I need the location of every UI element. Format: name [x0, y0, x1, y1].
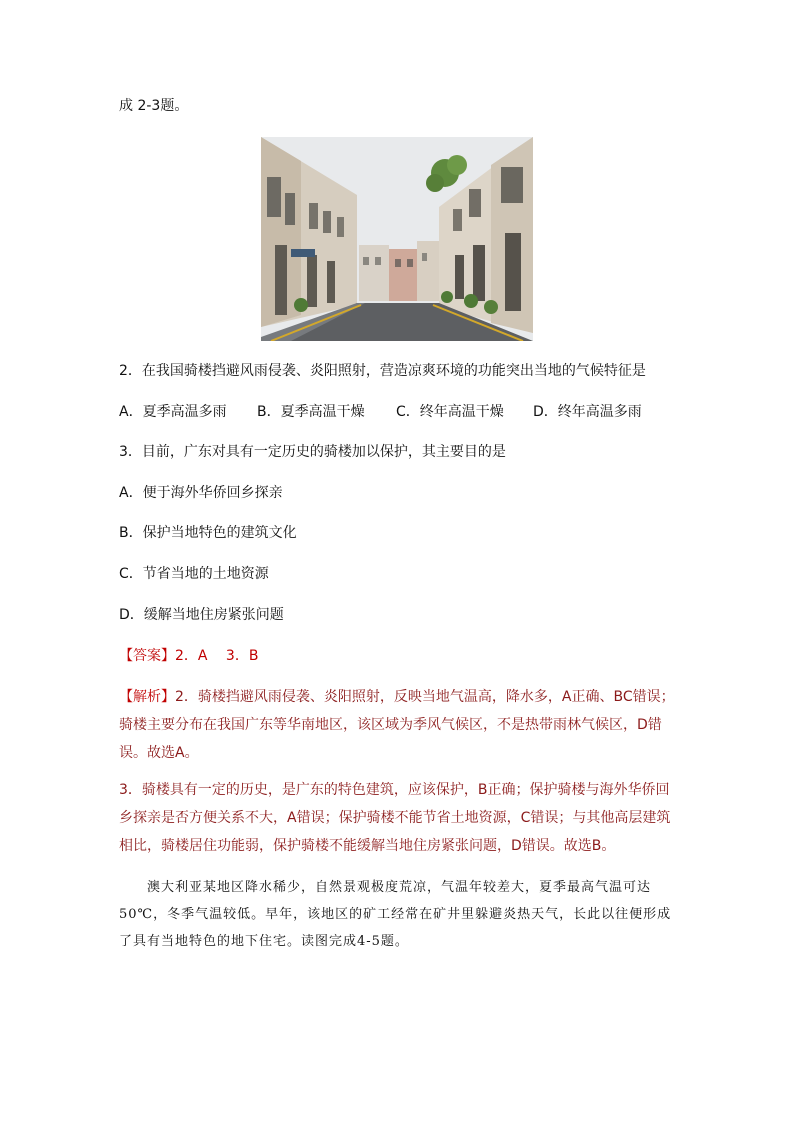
q3-option-c: C．节省当地的土地资源 [119, 566, 269, 582]
q2-stem: 2．在我国骑楼挡避风雨侵袭、炎阳照射，营造凉爽环境的功能突出当地的气候特征是 [119, 363, 646, 379]
q2-option-d: D．终年高温多雨 [533, 404, 642, 420]
analysis-label: 【解析】 [119, 689, 175, 705]
q2-option-a: A．夏季高温多雨 [119, 404, 227, 420]
q2-option-b: B．夏季高温干燥 [257, 404, 365, 420]
intro-tail: 成 2-3题。 [119, 98, 189, 114]
q3-option-b: B．保护当地特色的建筑文化 [119, 525, 297, 541]
answer-label: 【答案】 [119, 648, 175, 664]
q3-option-a: A．便于海外华侨回乡探亲 [119, 485, 283, 501]
analysis-paragraph-1 [119, 683, 679, 767]
q3-stem: 3．目前，广东对具有一定历史的骑楼加以保护，其主要目的是 [119, 444, 506, 460]
q3-option-d: D．缓解当地住房紧张问题 [119, 607, 284, 623]
answer-text: 2．A 3．B [175, 648, 259, 664]
answer-line [119, 646, 258, 666]
q2-options [119, 402, 642, 422]
passage-4-5: 澳大利亚某地区降水稀少，自然景观极度荒凉，气温年较差大，夏季最高气温可达50℃，冬季气温较低。早年，该地区的矿工经常在矿井里躲避炎热天气，长此以往便形成了具有当地特色的地下住宅。读图完成4-5题。 [119, 880, 672, 949]
arcade-street-photo [261, 137, 533, 341]
analysis-text-1: 2．骑楼挡避风雨侵袭、炎阳照射，反映当地气温高，降水多，A正确、BC错误；骑楼主要分布在我国广东等华南地区，该区域为季风气候区，不是热带雨林气候区，D错误。故选A。 [119, 689, 675, 761]
analysis-paragraph-2: 3．骑楼具有一定的历史，是广东的特色建筑，应该保护，B正确；保护骑楼与海外华侨回乡探亲是否方便关系不大，A错误；保护骑楼不能节省土地资源，C错误；与其他高层建筑相比，骑楼居住功能弱，保护骑楼不能缓解当地住房紧张问题，D错误。故选B。 [119, 782, 671, 854]
q2-option-c: C．终年高温干燥 [396, 404, 504, 420]
